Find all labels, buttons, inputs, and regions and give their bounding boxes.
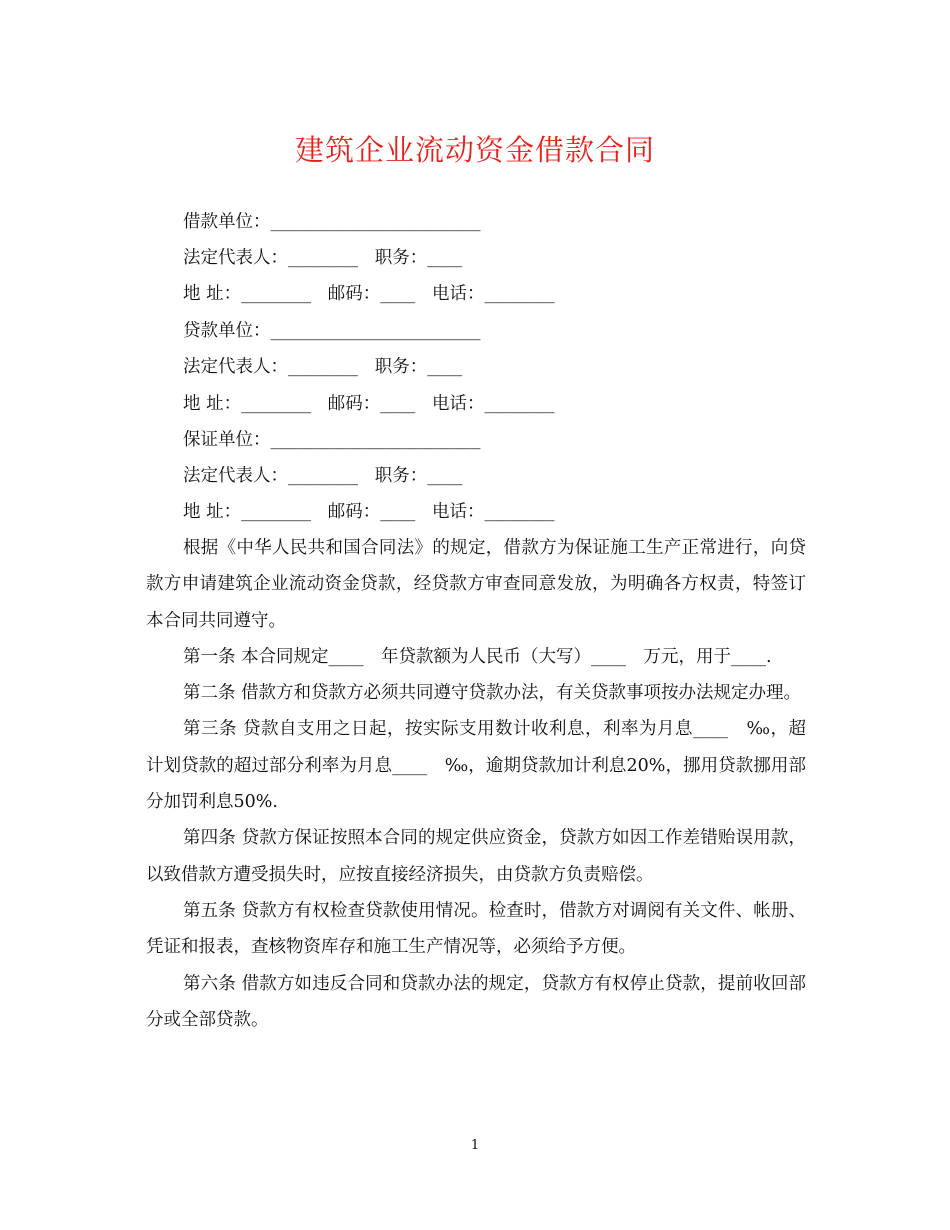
preamble-paragraph: 根据《中华人民共和国合同法》的规定，借款方为保证施工生产正常进行，向贷款方申请建筑企业流动资金贷款，经贷款方审查同意发放，为明确各方权责，特签订本合同共同遵守。: [146, 538, 806, 631]
article-5-paragraph: 第五条 贷款方有权检查贷款使用情况。检查时，借款方对调阅有关文件、帐册、凭证和报表，查核物资库存和施工生产情况等，必须给予方便。: [146, 900, 806, 958]
borrower-address-line: 地 址：________ 邮码：____ 电话：________: [183, 284, 555, 304]
article-6-paragraph: 第六条 借款方如违反合同和贷款办法的规定，贷款方有权停止贷款，提前收回部分或全部贷款。: [146, 973, 806, 1030]
document-title: 建筑企业流动资金借款合同: [294, 133, 655, 167]
guarantor-address-line: 地 址：________ 邮码：____ 电话：________: [183, 502, 555, 522]
lender-representative-line: 法定代表人：________ 职务：____: [183, 357, 463, 377]
article-2-paragraph: 第二条 借款方和贷款方必须共同遵守贷款办法，有关贷款事项按办法规定办理。: [183, 683, 802, 704]
page-number: 1: [470, 1138, 480, 1153]
article-1-paragraph: 第一条 本合同规定____ 年贷款额为人民币（大写）____ 万元，用于____.: [183, 646, 772, 667]
contract-body: [146, 530, 806, 1038]
guarantor-representative-line: 法定代表人：________ 职务：____: [183, 466, 463, 486]
lender-address-line: 地 址：________ 邮码：____ 电话：________: [183, 394, 555, 414]
borrower-unit-line: 借款单位：________________________: [183, 212, 481, 232]
lender-unit-line: 贷款单位：________________________: [183, 321, 481, 341]
borrower-representative-line: 法定代表人：________ 职务：____: [183, 248, 463, 268]
guarantor-unit-line: 保证单位：________________________: [183, 430, 481, 450]
article-4-paragraph: 第四条 贷款方保证按照本合同的规定供应资金，贷款方如因工作差错贻误用款，以致借款方遭受损失时，应按直接经济损失，由贷款方负责赔偿。: [146, 828, 806, 885]
article-3-paragraph: 第三条 贷款自支用之日起，按实际支用数计收利息，利率为月息____ ‰，超计划贷款的超过部分利率为月息____ ‰，逾期贷款加计利息20%，挪用贷款挪用部分加罚利息50%.: [146, 719, 806, 813]
